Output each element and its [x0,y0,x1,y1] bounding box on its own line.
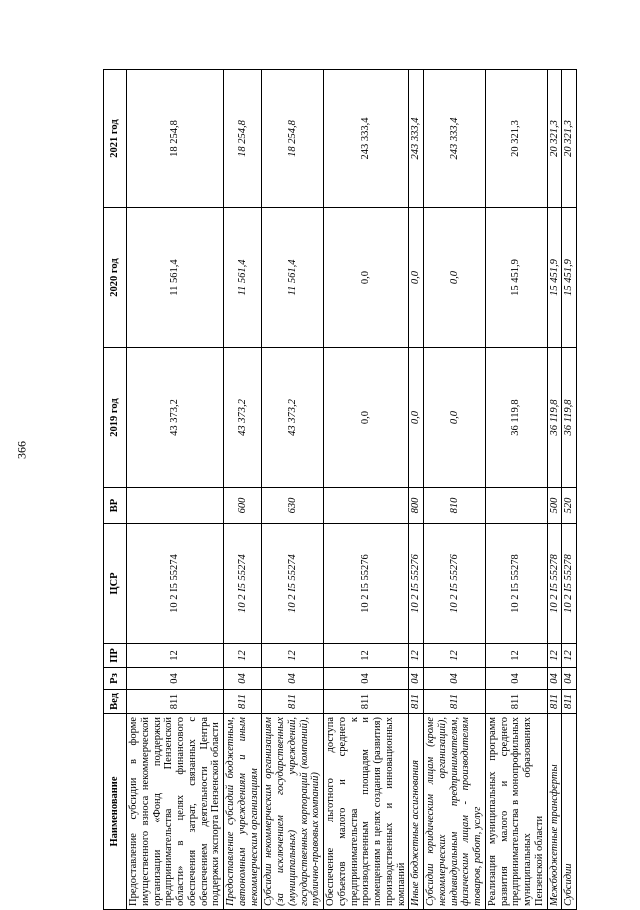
cell-name: Иные бюджетные ассигнования [409,714,424,910]
cell-vr [127,488,224,524]
table-row [224,70,262,910]
cell-pr: 12 [262,644,324,668]
cell-ved: 811 [127,690,224,714]
table-row [262,70,324,910]
cell-csr: 10 2 I5 55278 [562,524,577,644]
cell-y2019: 0,0 [424,348,486,488]
cell-name: Предоставление субсидии в форме имущественного взноса некоммерческой организации «Фонд поддержки предпринимательства Пензенской области» в целях финансового обеспечения затрат, связанных с обеспечением деятельности Центра поддержки экспорта Пензенской области [127,714,224,910]
cell-rz: 04 [224,668,262,690]
cell-csr: 10 2 I5 55276 [409,524,424,644]
cell-y2019: 0,0 [409,348,424,488]
cell-ved: 811 [562,690,577,714]
cell-ved: 811 [485,690,547,714]
cell-rz: 04 [547,668,562,690]
table-row [409,70,424,910]
cell-y2020: 15 451,9 [485,208,547,348]
cell-pr: 12 [127,644,224,668]
cell-pr: 12 [224,644,262,668]
cell-csr: 10 2 I5 55274 [224,524,262,644]
cell-vr: 600 [224,488,262,524]
cell-y2021: 20 321,3 [547,70,562,208]
cell-name: Субсидии некоммерческим организациям (за исключением государственных (муниципальных) учреждений, государственных корпораций (компаний), публично-правовых компаний) [262,714,324,910]
cell-y2020: 0,0 [424,208,486,348]
cell-y2019: 43 373,2 [127,348,224,488]
cell-y2019: 36 119,8 [485,348,547,488]
cell-vr: 500 [547,488,562,524]
cell-y2021: 243 333,4 [324,70,409,208]
cell-y2021: 20 321,3 [485,70,547,208]
cell-vr [324,488,409,524]
cell-name: Субсидии юридическим лицам (кроме некоммерческих организаций), индивидуальным предпринимателям, физическим лицам - производителям товаров, работ, услуг [424,714,486,910]
header-2021: 2021 год [104,70,127,208]
cell-vr: 810 [424,488,486,524]
header-name: Наименование [104,714,127,910]
cell-vr: 520 [562,488,577,524]
cell-y2019: 43 373,2 [224,348,262,488]
cell-csr: 10 2 I5 55276 [424,524,486,644]
cell-y2021: 20 321,3 [562,70,577,208]
table-row [562,70,577,910]
cell-name: Межбюджетные трансферты [547,714,562,910]
table-row [424,70,486,910]
cell-name: Реализация муниципальных программ развития малого и среднего предпринимательства в монопрофильных муниципальных образованиях Пензенской области [485,714,547,910]
cell-y2021: 18 254,8 [224,70,262,208]
cell-pr: 12 [409,644,424,668]
header-csr: ЦСР [104,524,127,644]
cell-csr: 10 2 I5 55278 [485,524,547,644]
cell-y2021: 18 254,8 [127,70,224,208]
cell-pr: 12 [547,644,562,668]
cell-vr [485,488,547,524]
table-row [324,70,409,910]
cell-csr: 10 2 I5 55274 [127,524,224,644]
header-rz: Рз [104,668,127,690]
cell-rz: 04 [262,668,324,690]
cell-y2020: 0,0 [324,208,409,348]
cell-csr: 10 2 I5 55276 [324,524,409,644]
cell-y2021: 18 254,8 [262,70,324,208]
header-2019: 2019 год [104,348,127,488]
cell-rz: 04 [127,668,224,690]
table-row [127,70,224,910]
header-2020: 2020 год [104,208,127,348]
header-vr: ВР [104,488,127,524]
cell-pr: 12 [324,644,409,668]
cell-y2019: 0,0 [324,348,409,488]
header-row [104,70,127,910]
cell-y2020: 11 561,4 [127,208,224,348]
cell-rz: 04 [424,668,486,690]
cell-pr: 12 [562,644,577,668]
cell-vr: 800 [409,488,424,524]
page-number: 366 [14,441,29,459]
table-row [547,70,562,910]
cell-ved: 811 [547,690,562,714]
cell-rz: 04 [409,668,424,690]
table-row [485,70,547,910]
cell-ved: 811 [409,690,424,714]
cell-y2020: 0,0 [409,208,424,348]
cell-rz: 04 [485,668,547,690]
cell-y2020: 15 451,9 [547,208,562,348]
cell-name: Обеспечение льготного доступа субъектов малого и среднего предпринимательства к производственным площадям и помещениям в целях создания (развития) производственных и инновационных компаний [324,714,409,910]
budget-table [103,69,577,910]
cell-ved: 811 [424,690,486,714]
header-ved: Вед [104,690,127,714]
cell-y2020: 11 561,4 [262,208,324,348]
budget-table-container [103,70,575,910]
cell-csr: 10 2 I5 55278 [547,524,562,644]
cell-ved: 811 [262,690,324,714]
cell-y2019: 36 119,8 [547,348,562,488]
cell-y2021: 243 333,4 [424,70,486,208]
cell-name: Субсидии [562,714,577,910]
cell-y2019: 36 119,8 [562,348,577,488]
cell-name: Предоставление субсидий бюджетным, автономным учреждениям и иным некоммерческим организациям [224,714,262,910]
cell-vr: 630 [262,488,324,524]
cell-ved: 811 [224,690,262,714]
cell-pr: 12 [485,644,547,668]
cell-pr: 12 [424,644,486,668]
cell-y2019: 43 373,2 [262,348,324,488]
cell-rz: 04 [324,668,409,690]
cell-y2020: 11 561,4 [224,208,262,348]
cell-y2021: 243 333,4 [409,70,424,208]
cell-rz: 04 [562,668,577,690]
header-pr: ПР [104,644,127,668]
cell-y2020: 15 451,9 [562,208,577,348]
cell-csr: 10 2 I5 55274 [262,524,324,644]
cell-ved: 811 [324,690,409,714]
